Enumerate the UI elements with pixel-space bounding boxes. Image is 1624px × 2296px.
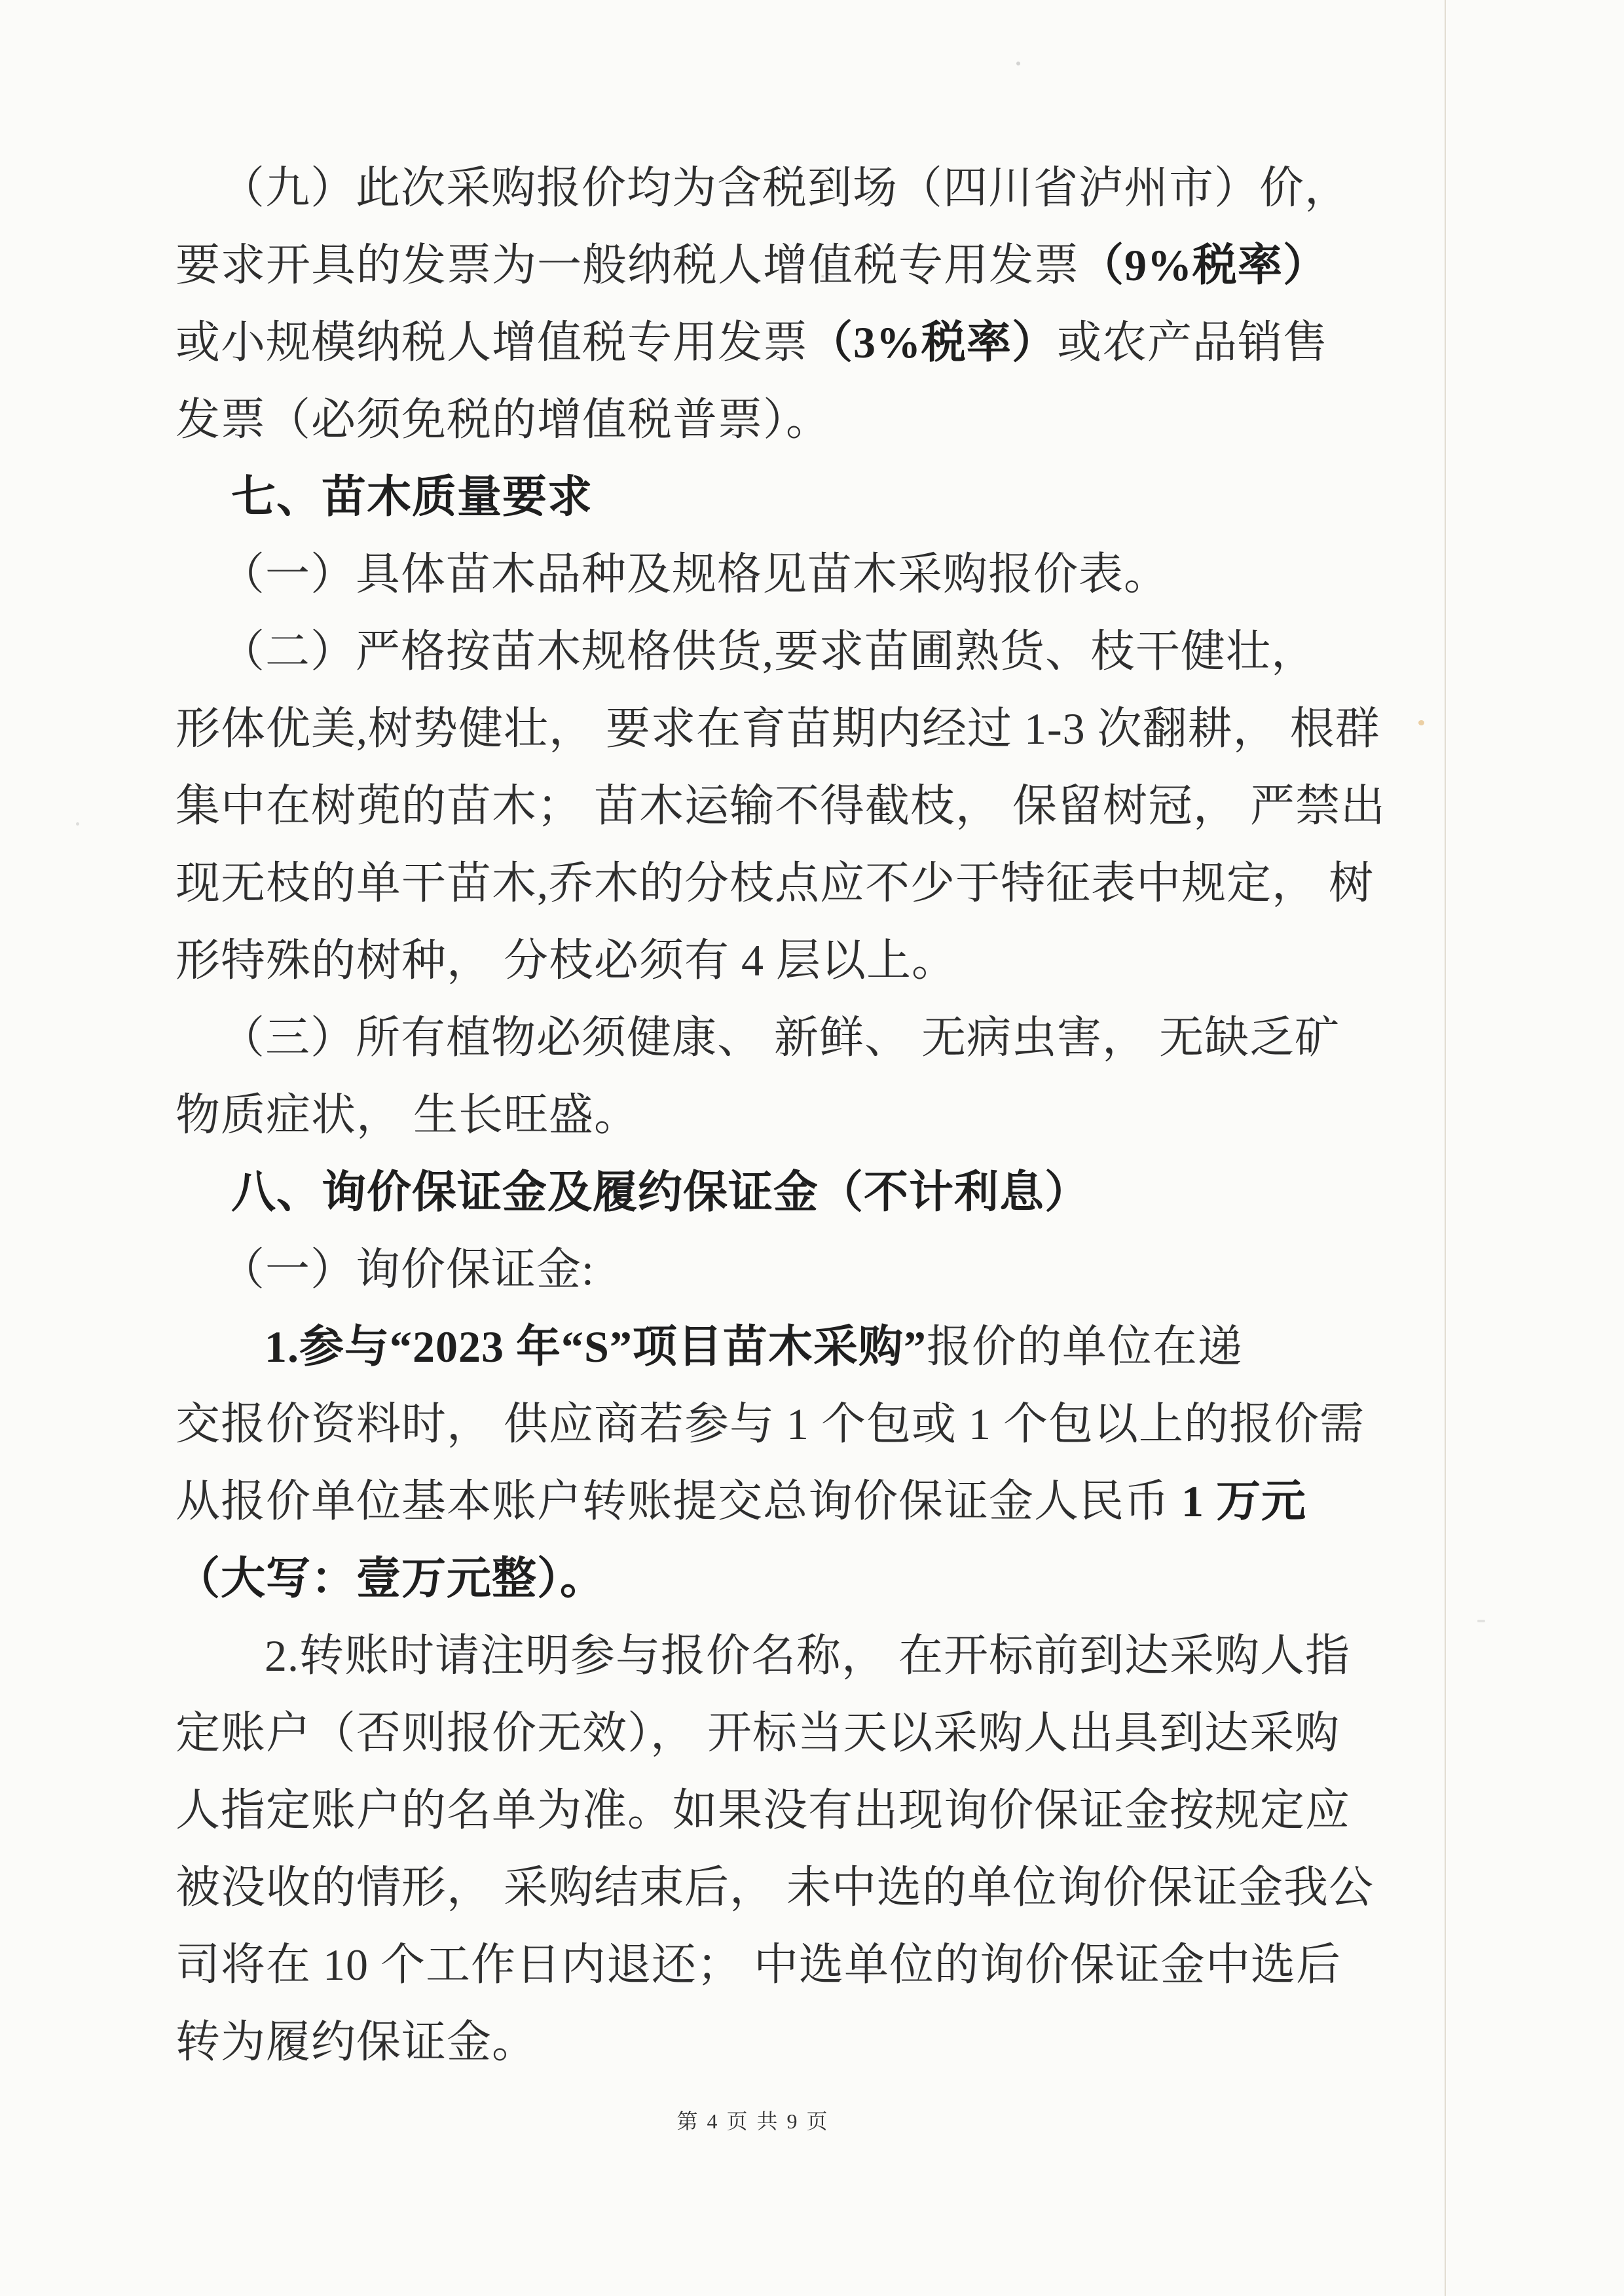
body-text: 2.转账时请注明参与报价名称， 在开标前到达采购人指 <box>265 1631 1351 1681</box>
text-line-19 <box>175 1540 1331 1617</box>
page-number-footer: 第 4 页 共 9 页 <box>676 2109 830 2133</box>
scan-speck-artifact <box>76 822 79 826</box>
text-line-4 <box>175 381 1331 458</box>
body-text: 报价的单位在递 <box>926 1322 1243 1372</box>
text-line-13 <box>175 1076 1331 1154</box>
emphasized-text: 七、苗木质量要求 <box>231 472 593 522</box>
section-heading-line-14 <box>175 1154 1331 1231</box>
body-text: 物质症状， 生长旺盛。 <box>175 1090 640 1140</box>
text-line-12 <box>175 999 1340 1076</box>
text-line-16 <box>175 1308 1331 1385</box>
emphasized-text: （9%税率） <box>1079 240 1329 290</box>
scan-speck-artifact <box>1418 720 1424 725</box>
body-text: 被没收的情形， 采购结束后， 未中选的单位询价保证金我公 <box>175 1863 1375 1912</box>
body-text: （九）此次采购报价均为含税到场（四川省泸州市）价， <box>220 163 1350 213</box>
text-block <box>175 149 1386 2081</box>
text-line-23 <box>175 1849 1375 1926</box>
scan-speck-artifact <box>1016 62 1020 65</box>
body-text: 交报价资料时， 供应商若参与 1 个包或 1 个包以上的报价需 <box>175 1399 1365 1449</box>
emphasized-text: 1 万元 <box>1181 1476 1307 1526</box>
text-line-18 <box>175 1463 1331 1540</box>
text-line-1 <box>175 149 1350 227</box>
body-text: 发票（必须免税的增值税普票）。 <box>175 395 832 445</box>
scan-speck-artifact <box>1477 1620 1485 1622</box>
section-heading-line-5 <box>175 458 1331 536</box>
body-text: 形特殊的树种， 分枝必须有 4 层以上。 <box>175 936 957 985</box>
body-text: 或农产品销售 <box>1057 318 1329 367</box>
body-text: 或小规模纳税人增值税专用发票 <box>175 318 809 367</box>
emphasized-text: 八、询价保证金及履约保证金（不计利息） <box>231 1167 1090 1217</box>
text-line-2 <box>175 227 1331 304</box>
text-line-24 <box>175 1926 1342 2003</box>
body-text: （三）所有植物必须健康、 新鲜、 无病虫害， 无缺乏矿 <box>220 1013 1340 1063</box>
text-line-3 <box>175 304 1331 381</box>
text-line-10 <box>175 845 1375 922</box>
body-text: 人指定账户的名单为准。如果没有出现询价保证金按规定应 <box>175 1785 1351 1835</box>
body-text: 转为履约保证金。 <box>175 2017 538 2067</box>
text-line-11 <box>175 922 1331 999</box>
body-text: （一）询价保证金: <box>220 1245 595 1294</box>
text-line-8 <box>175 690 1380 767</box>
body-text: 要求开具的发票为一般纳税人增值税专用发票 <box>175 240 1080 290</box>
text-line-15 <box>175 1231 1331 1308</box>
body-text: 集中在树蔸的苗木； 苗木运输不得截枝， 保留树冠， 严禁出 <box>175 781 1386 831</box>
text-line-25 <box>175 2003 1331 2081</box>
body-text: 从报价单位基本账户转账提交总询价保证金人民币 <box>175 1476 1182 1526</box>
body-text: 现无枝的单干苗木,乔木的分枝点应不少于特征表中规定， 树 <box>175 858 1375 908</box>
scan-speck-artifact <box>821 275 824 278</box>
body-text: （二）严格按苗木规格供货,要求苗圃熟货、枝干健壮， <box>220 627 1317 676</box>
text-line-6 <box>175 536 1331 613</box>
text-line-20 <box>175 1617 1351 1694</box>
text-line-21 <box>175 1694 1340 1772</box>
text-line-9 <box>175 767 1386 845</box>
text-line-7 <box>175 613 1331 690</box>
scan-paper-edge-artifact <box>1445 0 1446 2296</box>
body-text: 形体优美,树势健壮， 要求在育苗期内经过 1-3 次翻耕， 根群 <box>175 704 1380 754</box>
body-text: 司将在 10 个工作日内退还； 中选单位的询价保证金中选后 <box>175 1940 1342 1990</box>
emphasized-text: （大写：壹万元整）。 <box>175 1554 606 1603</box>
body-text: （一）具体苗木品种及规格见苗木采购报价表。 <box>220 549 1170 599</box>
body-text: 定账户（否则报价无效）， 开标当天以采购人出具到达采购 <box>175 1708 1340 1758</box>
emphasized-text: （3%税率） <box>808 318 1058 367</box>
text-line-17 <box>175 1385 1365 1463</box>
emphasized-text: 1.参与“2023 年“S”项目苗木采购” <box>265 1322 927 1372</box>
text-line-22 <box>175 1772 1351 1849</box>
